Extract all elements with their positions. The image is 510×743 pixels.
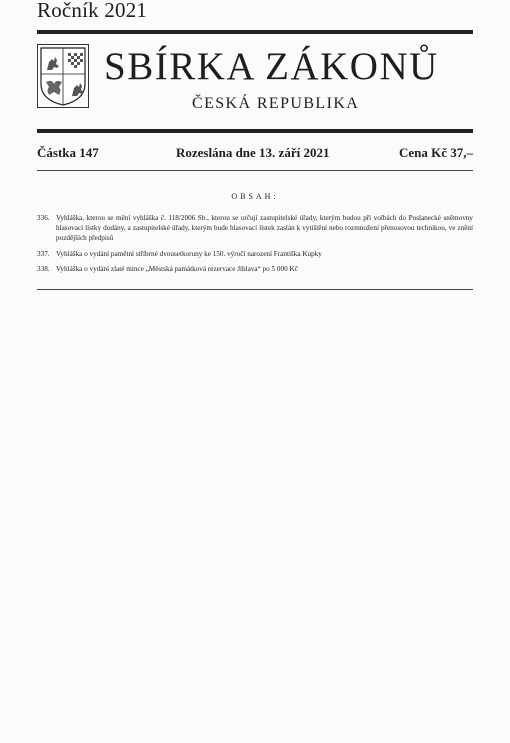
issue-price: Cena Kč 37,– [398,145,473,160]
contents-entry [37,264,473,274]
contents-entry [37,213,473,243]
entry-number: 336. [37,214,50,222]
gazette-title: SBÍRKA ZÁKONŮ [104,45,439,88]
volume-year: Ročník 2021 [37,0,148,22]
entry-text: Vyhláška, kterou se mění vyhláška č. 118/2006 Sb., kterou se určují zastupitelské úřady, kterým budou při volbách do Poslanecké sněmovny hlasovací lístky dodány, a zastupitelské úřady, kterým bude hlasovací lístek zaslán k vytištění nebo rozmnožení přenosovou technikou, ve znění pozdějších předpisů [56,214,473,242]
entry-text: Vyhláška o vydání pamětní stříbrné dvousetkoruny ke 150. výročí narození Františka Kupky [56,250,322,258]
issue-number: Částka 147 [37,145,99,160]
republic-subtitle: ČESKÁ REPUBLIKA [192,95,360,112]
top-rule [37,30,473,34]
contents-entry [37,249,473,259]
contents-end-rule [37,289,473,290]
header-rule [37,129,473,133]
czech-coat-of-arms-icon [37,44,89,108]
distribution-date: Rozeslána dne 13. září 2021 [176,145,330,160]
entry-number: 338. [37,265,50,273]
contents-heading: OBSAH: [231,192,279,201]
entry-number: 337. [37,250,50,258]
entry-text: Vyhláška o vydání zlaté mince „Městská památková rezervace Jihlava“ po 5 000 Kč [56,265,298,273]
issue-rule [37,170,473,171]
